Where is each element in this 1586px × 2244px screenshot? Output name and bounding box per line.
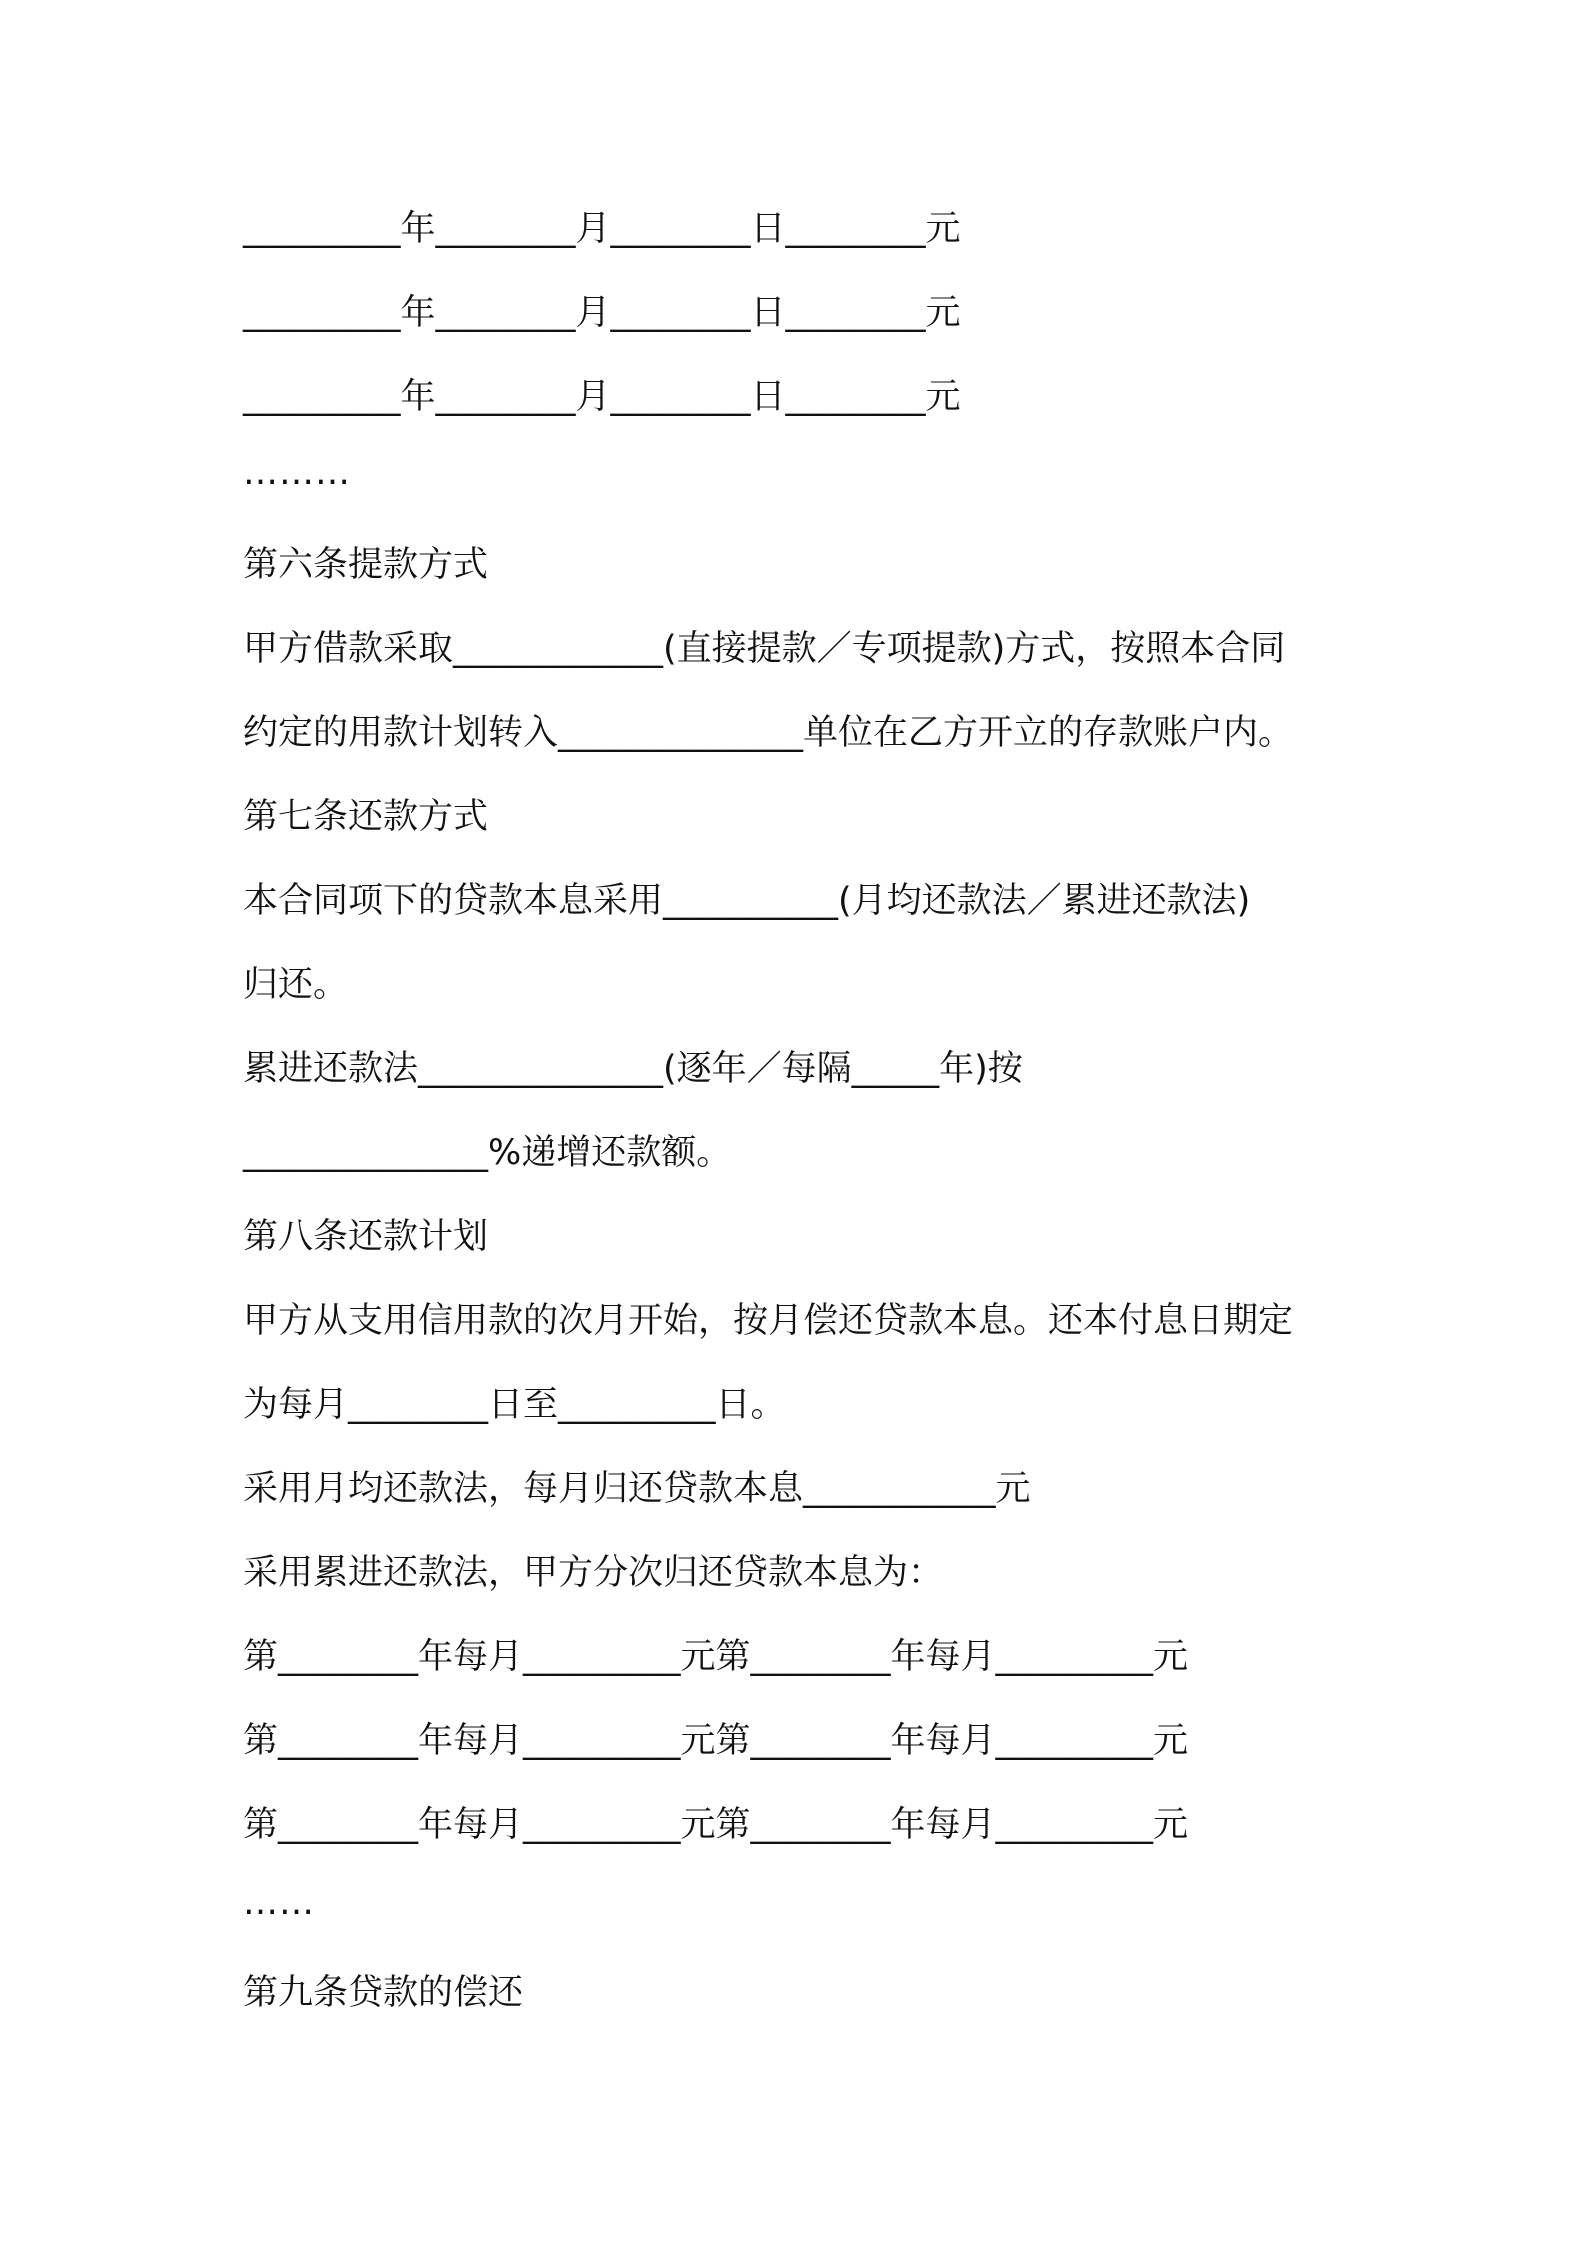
article-8-text-2: 为每月________日至_________日。	[243, 1385, 786, 1425]
schedule-line-3: _________年________月________日________元	[243, 377, 961, 417]
article-9-heading: 第九条贷款的偿还	[243, 1973, 524, 2013]
ellipsis-line: ………	[243, 453, 351, 493]
article-8-text-1: 甲方从支用信用款的次月开始，按月偿还贷款本息。还本付息日期定	[243, 1301, 1294, 1341]
article-8-text-3: 采用月均还款法，每月归还贷款本息___________元	[243, 1469, 1031, 1509]
article-8-text-4: 采用累进还款法，甲方分次归还贷款本息为：	[243, 1553, 944, 1593]
repayment-line-2: 第________年每月_________元第________年每月_________元	[243, 1721, 1189, 1761]
article-7-heading: 第七条还款方式	[243, 797, 489, 837]
schedule-line-2: _________年________月________日________元	[243, 293, 961, 333]
article-7-text-4: ______________%递增还款额。	[243, 1133, 732, 1173]
ellipsis-line-2: ……	[243, 1883, 315, 1923]
article-8-heading: 第八条还款计划	[243, 1217, 489, 1257]
repayment-line-3: 第________年每月_________元第________年每月_________元	[243, 1805, 1189, 1845]
article-7-text-2: 归还。	[243, 965, 349, 1005]
article-6-text-2: 约定的用款计划转入______________单位在乙方开立的存款账户内。	[243, 713, 1294, 753]
repayment-line-1: 第________年每月_________元第________年每月_________元	[243, 1637, 1189, 1677]
article-6-text-1: 甲方借款采取____________(直接提款／专项提款)方式，按照本合同	[243, 629, 1286, 669]
article-7-text-1: 本合同项下的贷款本息采用__________(月均还款法／累进还款法)	[243, 881, 1251, 921]
schedule-line-1: _________年________月________日________元	[243, 209, 961, 249]
article-6-heading: 第六条提款方式	[243, 545, 489, 585]
article-7-text-3: 累进还款法______________(逐年／每隔_____年)按	[243, 1049, 1023, 1089]
